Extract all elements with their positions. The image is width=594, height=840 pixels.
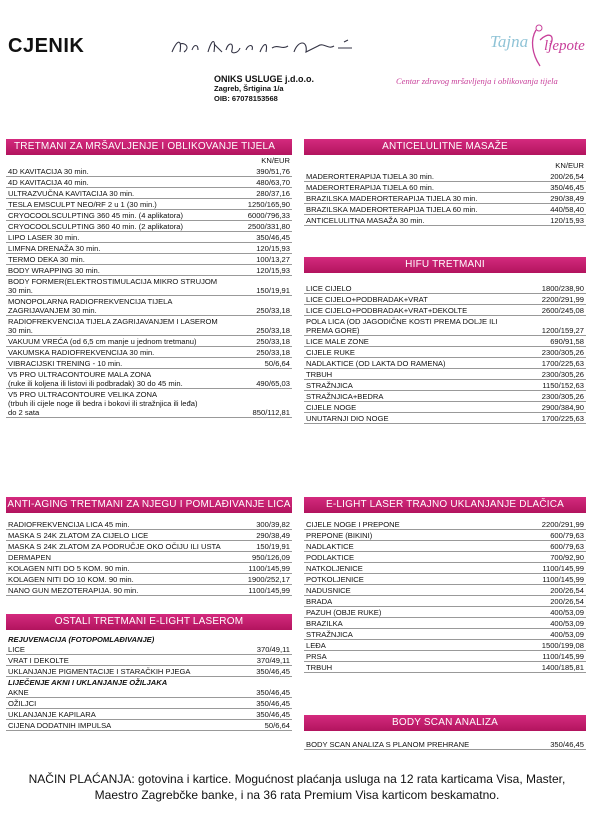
service-price: 1900/252,17 bbox=[247, 575, 290, 584]
price-row bbox=[304, 182, 586, 193]
price-row bbox=[304, 171, 586, 182]
price-row bbox=[304, 402, 586, 413]
service-name: LICE CIJELO+PODBRADAK+VRAT bbox=[306, 295, 428, 304]
service-price: 350/46,45 bbox=[256, 688, 290, 697]
price-row bbox=[6, 166, 292, 177]
service-price: 1150/152,63 bbox=[542, 381, 584, 390]
price-row bbox=[304, 618, 586, 629]
price-row bbox=[6, 221, 292, 232]
service-price: 280/37,16 bbox=[256, 189, 290, 198]
service-name: STRAŽNJICA+BEDRA bbox=[306, 392, 384, 401]
service-price: 440/58,40 bbox=[550, 205, 584, 214]
price-row bbox=[6, 519, 292, 530]
service-price: 600/79,63 bbox=[550, 531, 584, 540]
service-price: 120/15,93 bbox=[550, 216, 584, 225]
price-row bbox=[6, 296, 292, 316]
service-price: 950/126,09 bbox=[251, 553, 290, 562]
service-name: BRADA bbox=[306, 597, 333, 606]
price-row bbox=[304, 662, 586, 673]
service-name: TRBUH bbox=[306, 663, 333, 672]
service-price: 2600/245,08 bbox=[541, 306, 584, 315]
service-name: NADLAKTICE bbox=[306, 542, 354, 551]
price-row bbox=[304, 294, 586, 305]
section-title: ANTI-AGING TRETMANI ZA NJEGU I POMLAĐIVANJE LICA bbox=[6, 497, 292, 513]
price-row bbox=[304, 629, 586, 640]
service-name: UKLANJANJE PIGMENTACIJE I STARAČKIH PJEGA bbox=[8, 667, 191, 676]
price-list bbox=[304, 519, 586, 673]
service-name: NANO GUN MEZOTERAPIJA. 90 min. bbox=[8, 586, 139, 595]
price-row bbox=[304, 739, 586, 750]
price-row bbox=[304, 204, 586, 215]
logo-word: ljepote bbox=[544, 38, 585, 54]
service-price: 2900/384,90 bbox=[541, 403, 584, 412]
service-name: LEĐA bbox=[306, 641, 326, 650]
service-name: MADERORTERAPIJA TIJELA 60 min. bbox=[306, 183, 435, 192]
price-row bbox=[304, 640, 586, 651]
service-price: 350/46,45 bbox=[256, 233, 290, 242]
service-price: 120/15,93 bbox=[256, 244, 290, 253]
service-name: TERMO DEKA 30 min. bbox=[8, 255, 85, 264]
price-row bbox=[304, 563, 586, 574]
price-row bbox=[304, 413, 586, 424]
service-name: KOLAGEN NITI DO 5 KOM. 90 min. bbox=[8, 564, 130, 573]
service-name: LICE CIJELO+PODBRADAK+VRAT+DEKOLTE bbox=[306, 306, 468, 315]
price-row bbox=[304, 347, 586, 358]
service-name: V5 PRO ULTRACONTOURE MALA ZONA (ruke ili koljena ili listovi ili podbradak) 30 do 45 min. bbox=[8, 370, 183, 388]
price-row bbox=[6, 709, 292, 720]
service-name: KOLAGEN NITI DO 10 KOM. 90 min. bbox=[8, 575, 134, 584]
service-name: NADLAKTICE (OD LAKTA DO RAMENA) bbox=[306, 359, 446, 368]
price-row bbox=[6, 389, 292, 418]
page-title: CJENIK bbox=[8, 35, 85, 57]
section-slimming bbox=[6, 139, 292, 418]
service-price: 1100/145,99 bbox=[248, 586, 290, 595]
section-title: TRETMANI ZA MRŠAVLJENJE I OBLIKOVANJE TIJELA bbox=[6, 139, 292, 155]
service-name: CIJELE NOGE bbox=[306, 403, 357, 412]
service-name: POTKOLJENICE bbox=[306, 575, 364, 584]
service-price: 350/46,45 bbox=[550, 740, 584, 749]
section-elight bbox=[304, 497, 586, 673]
service-price: 50/6,64 bbox=[264, 359, 290, 368]
service-name: LICE CIJELO bbox=[306, 284, 352, 293]
section-title: OSTALI TRETMANI E-LIGHT LASEROM bbox=[6, 614, 292, 630]
price-row bbox=[6, 177, 292, 188]
price-row bbox=[6, 530, 292, 541]
service-name: VRAT I DEKOLTE bbox=[8, 656, 69, 665]
service-price: 1400/185,81 bbox=[541, 663, 584, 672]
price-row bbox=[6, 644, 292, 655]
logo-word: Tajna bbox=[490, 32, 529, 51]
section-title: ANTICELULITNE MASAŽE bbox=[304, 139, 586, 155]
service-price: 2500/331,80 bbox=[247, 222, 290, 231]
service-price: 2200/291,99 bbox=[541, 520, 584, 529]
logo bbox=[470, 20, 590, 80]
price-row bbox=[6, 243, 292, 254]
service-name: 4D KAVITACIJA 30 min. bbox=[8, 167, 89, 176]
service-name: OŽILJCI bbox=[8, 699, 37, 708]
service-name: TESLA EMSCULPT NEO/RF 2 u 1 (30 min.) bbox=[8, 200, 157, 209]
service-name: VAKUMSKA RADIOFREKVENCIJA 30 min. bbox=[8, 348, 155, 357]
service-price: 1800/238,90 bbox=[541, 284, 584, 293]
service-name: LIJEČENJE AKNI I UKLANJANJE OŽILJAKA bbox=[8, 678, 168, 687]
service-price: 400/53,09 bbox=[550, 608, 584, 617]
service-name: CIJELE NOGE I PREPONE bbox=[306, 520, 400, 529]
price-row bbox=[304, 193, 586, 204]
service-name: MONOPOLARNA RADIOFREKVENCIJA TIJELA ZAGRIJAVANJEM 30 min. bbox=[8, 297, 173, 315]
service-name: CIJELE RUKE bbox=[306, 348, 355, 357]
price-row bbox=[304, 380, 586, 391]
section-bodyscan bbox=[304, 715, 586, 750]
service-name: MASKA S 24K ZLATOM ZA CIJELO LICE bbox=[8, 531, 149, 540]
service-price: 120/15,93 bbox=[256, 266, 290, 275]
service-price: 150/19,91 bbox=[256, 542, 290, 551]
service-name: POLA LICA (OD JAGODIČNE KOSTI PREMA DOLJE ILI PREMA GORE) bbox=[306, 317, 498, 335]
service-name: AKNE bbox=[8, 688, 29, 697]
service-price: 250/33,18 bbox=[256, 326, 290, 335]
service-price: 200/26,54 bbox=[550, 586, 584, 595]
price-row bbox=[6, 265, 292, 276]
service-name: BRAZILKA bbox=[306, 619, 343, 628]
price-list bbox=[304, 283, 586, 424]
price-list bbox=[304, 171, 586, 226]
service-price: 390/51,76 bbox=[256, 167, 290, 176]
service-name: STRAŽNJICA bbox=[306, 630, 353, 639]
stamp-line: Zagreb, Šrtigina 1/a bbox=[214, 84, 284, 93]
service-price: 250/33,18 bbox=[256, 306, 290, 315]
service-price: 690/91,58 bbox=[550, 337, 584, 346]
price-list bbox=[304, 739, 586, 750]
service-name: DERMAPEN bbox=[8, 553, 52, 562]
service-name: PRSA bbox=[306, 652, 327, 661]
service-name: CRYOCOOLSCULPTING 360 40 min. (2 aplikatora) bbox=[8, 222, 184, 231]
service-price: 1100/145,99 bbox=[542, 575, 584, 584]
service-price: 50/6,64 bbox=[264, 721, 290, 730]
price-row bbox=[304, 552, 586, 563]
service-price: 350/46,45 bbox=[256, 667, 290, 676]
service-price: 1200/159,27 bbox=[541, 326, 584, 335]
price-row bbox=[304, 215, 586, 226]
service-price: 490/65,03 bbox=[256, 379, 290, 388]
service-name: RADIOFREKVENCIJA LICA 45 min. bbox=[8, 520, 130, 529]
price-list bbox=[6, 166, 292, 418]
service-name: LIPO LASER 30 min. bbox=[8, 233, 80, 242]
price-row bbox=[6, 666, 292, 677]
price-row bbox=[6, 232, 292, 243]
service-name: LIMFNA DRENAŽA 30 min. bbox=[8, 244, 101, 253]
section-title: E-LIGHT LASER TRAJNO UKLANJANJE DLAČICA bbox=[304, 497, 586, 513]
service-price: 350/46,45 bbox=[256, 699, 290, 708]
service-price: 1700/225,63 bbox=[541, 359, 584, 368]
service-price: 370/49,11 bbox=[256, 645, 290, 654]
service-price: 400/53,09 bbox=[550, 619, 584, 628]
service-price: 600/79,63 bbox=[550, 542, 584, 551]
service-price: 400/53,09 bbox=[550, 630, 584, 639]
service-price: 480/63,70 bbox=[256, 178, 290, 187]
price-row bbox=[304, 336, 586, 347]
price-row bbox=[304, 574, 586, 585]
price-row bbox=[6, 541, 292, 552]
price-list bbox=[6, 519, 292, 596]
service-name: BRAZILSKA MADERORTERAPIJA TIJELA 60 min. bbox=[306, 205, 478, 214]
service-price: 250/33,18 bbox=[256, 348, 290, 357]
price-row bbox=[304, 651, 586, 662]
service-price: 2200/291,99 bbox=[541, 295, 584, 304]
price-row bbox=[304, 391, 586, 402]
section-title: BODY SCAN ANALIZA bbox=[304, 715, 586, 731]
service-name: NATKOLJENICE bbox=[306, 564, 363, 573]
service-price: 200/26,54 bbox=[550, 172, 584, 181]
price-row bbox=[304, 607, 586, 618]
section-antiaging bbox=[6, 497, 292, 596]
section-other bbox=[6, 614, 292, 731]
service-price: 300/39,82 bbox=[256, 520, 290, 529]
price-row bbox=[304, 585, 586, 596]
service-price: 1100/145,99 bbox=[542, 652, 584, 661]
service-name: RADIOFREKVENCIJA TIJELA ZAGRIJAVANJEM I LASEROM 30 min. bbox=[8, 317, 218, 335]
service-name: BODY WRAPPING 30 min. bbox=[8, 266, 100, 275]
service-name: ULTRAZVUČNA KAVITACIJA 30 min. bbox=[8, 189, 135, 198]
service-name: UNUTARNJI DIO NOGE bbox=[306, 414, 389, 423]
service-name: 4D KAVITACIJA 40 min. bbox=[8, 178, 89, 187]
service-price: 1100/145,99 bbox=[542, 564, 584, 573]
service-name: V5 PRO ULTRACONTOURE VELIKA ZONA (trbuh ili cijele noge ili bedra i bokovi ili stražnjica ili leđa) do 2 sata bbox=[8, 390, 198, 417]
price-row bbox=[6, 655, 292, 666]
service-price: 290/38,49 bbox=[256, 531, 290, 540]
price-row bbox=[6, 336, 292, 347]
service-price: 1700/225,63 bbox=[541, 414, 584, 423]
service-price: 150/19,91 bbox=[256, 286, 290, 295]
unit-label: KN/EUR bbox=[261, 156, 290, 165]
price-row bbox=[6, 254, 292, 265]
service-name: NADUSNICE bbox=[306, 586, 351, 595]
payment-note: NAČIN PLAĆANJA: gotovina i kartice. Mogućnost plaćanja usluga na 12 rata karticama Visa, Master, Maestro Zagrebčke banke, i na 36 rata Premium Visa karticom beskamatno. bbox=[28, 772, 566, 802]
price-row bbox=[304, 305, 586, 316]
price-row bbox=[6, 210, 292, 221]
service-name: STRAŽNJICA bbox=[306, 381, 353, 390]
price-row bbox=[304, 596, 586, 607]
service-name: CIJENA DODATNIH IMPULSA bbox=[8, 721, 112, 730]
section-title: HIFU TRETMANI bbox=[304, 257, 586, 273]
price-row bbox=[6, 199, 292, 210]
service-name: VIBRACIJSKI TRENING - 10 min. bbox=[8, 359, 123, 368]
section-anticellulite bbox=[304, 139, 586, 226]
service-name: MASKA S 24K ZLATOM ZA PODRUČJE OKO OČIJU ILI USTA bbox=[8, 542, 221, 551]
service-price: 200/26,54 bbox=[550, 597, 584, 606]
service-name: MADERORTERAPIJA TIJELA 30 min. bbox=[306, 172, 435, 181]
logo-subtitle: Centar zdravog mršavljenja i oblikovanja tijela bbox=[396, 76, 558, 86]
service-price: 290/38,49 bbox=[550, 194, 584, 203]
price-list bbox=[6, 634, 292, 731]
stamp-line: OIB: 67078153568 bbox=[214, 94, 278, 103]
service-price: 2300/305,26 bbox=[541, 392, 584, 401]
service-name: ANTICELULITNA MASAŽA 30 min. bbox=[306, 216, 425, 225]
company-stamp bbox=[214, 74, 324, 104]
price-row bbox=[304, 369, 586, 380]
price-row bbox=[6, 358, 292, 369]
stamp-line: ONIKS USLUGE j.d.o.o. bbox=[214, 74, 315, 84]
price-row bbox=[6, 369, 292, 389]
service-name: BRAZILSKA MADERORTERAPIJA TIJELA 30 min. bbox=[306, 194, 478, 203]
price-row bbox=[6, 316, 292, 336]
service-price: 250/33,18 bbox=[256, 337, 290, 346]
service-name: BODY FORMER(ELEKTROSTIMULACIJA MIKRO STRUJOM 30 min. bbox=[8, 277, 218, 295]
service-price: 850/112,81 bbox=[252, 408, 290, 417]
service-price: 1500/199,08 bbox=[541, 641, 584, 650]
price-row bbox=[6, 698, 292, 709]
service-name: PODLAKTICE bbox=[306, 553, 355, 562]
service-price: 2300/305,26 bbox=[541, 348, 584, 357]
price-row bbox=[6, 585, 292, 596]
service-price: 2300/305,26 bbox=[541, 370, 584, 379]
price-row bbox=[304, 541, 586, 552]
price-row bbox=[6, 574, 292, 585]
service-name: VAKUUM VREĆA (od 6,5 cm manje u jednom tretmanu) bbox=[8, 337, 197, 346]
price-row bbox=[6, 563, 292, 574]
service-price: 350/46,45 bbox=[256, 710, 290, 719]
service-name: PREPONE (BIKINI) bbox=[306, 531, 373, 540]
price-row bbox=[304, 358, 586, 369]
service-price: 1250/165,90 bbox=[247, 200, 290, 209]
service-name: CRYOCOOLSCULPTING 360 45 min. (4 aplikatora) bbox=[8, 211, 184, 220]
section-hifu bbox=[304, 257, 586, 424]
price-row bbox=[6, 188, 292, 199]
service-name: REJUVENACIJA (FOTOPOMLAĐIVANJE) bbox=[8, 635, 155, 644]
price-row bbox=[6, 347, 292, 358]
price-row bbox=[6, 276, 292, 296]
price-row bbox=[6, 687, 292, 698]
price-row bbox=[6, 634, 292, 644]
service-name: UKLANJANJE KAPILARA bbox=[8, 710, 96, 719]
service-name: TRBUH bbox=[306, 370, 333, 379]
price-row bbox=[6, 677, 292, 687]
service-name: LICE MALE ZONE bbox=[306, 337, 369, 346]
price-row bbox=[6, 720, 292, 731]
price-row bbox=[6, 552, 292, 563]
service-name: PAZUH (OBJE RUKE) bbox=[306, 608, 382, 617]
service-price: 1100/145,99 bbox=[248, 564, 290, 573]
price-row bbox=[304, 519, 586, 530]
service-price: 6000/796,33 bbox=[247, 211, 290, 220]
unit-label: KN/EUR bbox=[555, 161, 584, 170]
service-price: 100/13,27 bbox=[256, 255, 290, 264]
service-price: 370/49,11 bbox=[256, 656, 290, 665]
signature bbox=[168, 34, 368, 60]
service-name: BODY SCAN ANALIZA S PLANOM PREHRANE bbox=[306, 740, 470, 749]
price-row bbox=[304, 316, 586, 336]
price-row bbox=[304, 283, 586, 294]
service-price: 350/46,45 bbox=[550, 183, 584, 192]
service-name: LICE bbox=[8, 645, 25, 654]
service-price: 700/92,90 bbox=[550, 553, 584, 562]
price-row bbox=[304, 530, 586, 541]
